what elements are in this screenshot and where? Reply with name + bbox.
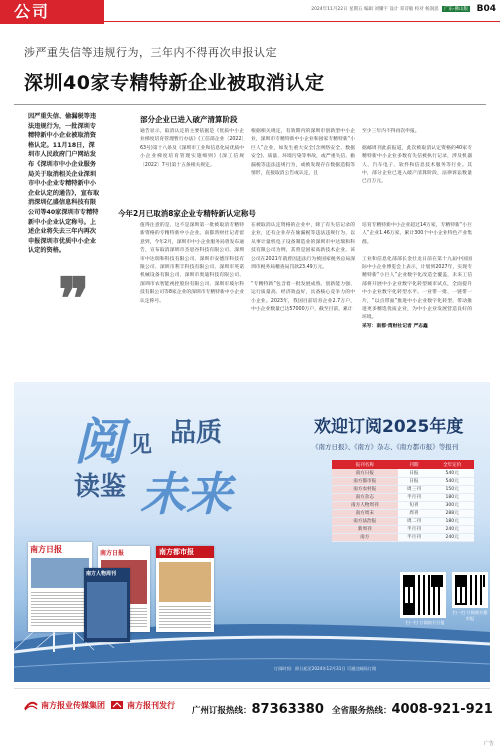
table-cell: 南方法治报 xyxy=(332,517,398,525)
slogan-char-2: 见 xyxy=(130,432,153,458)
table-row xyxy=(332,485,474,493)
group-logo xyxy=(24,699,105,711)
masthead-4: 南方人物周刊 xyxy=(86,571,117,577)
table-cell: 日报 xyxy=(398,477,431,485)
hotline-province xyxy=(332,702,493,717)
table-cell: 240元 xyxy=(430,525,474,533)
hotline-guangzhou xyxy=(192,702,324,717)
table-cell: 新周刊 xyxy=(332,525,398,533)
slogan-word-3: 未来 xyxy=(140,467,232,521)
table-cell: 半月刊 xyxy=(398,525,431,533)
qr-caption-2: 扫一扫 订阅南方都市报 xyxy=(452,610,488,621)
qr-caption-1: 扫一扫 订阅南方日报 xyxy=(405,620,445,625)
ad-subtitle: 《南方日报》、《南方》杂志、《南方都市报》等报刊 xyxy=(312,443,459,451)
price-table xyxy=(332,460,474,542)
section-heading-2: 今年2月已取消8家企业专精特新认定称号 xyxy=(118,209,256,218)
distribution-logo xyxy=(110,699,175,711)
article-column-1-top: 通告显示，取消认定的主要依据是《优质中小企业梯度培育管理暂行办法》(工信部企业〔2022〕63号)第十八条及《深圳市工业和信息化局优质中小企业梯度培育管理实施细则》(深工信规〔2022〕7号)第十五条相关规定。 xyxy=(140,129,244,168)
article-column-3-text: 培育专精特新中小企业超过14万家，专精特新“小巨人”企业1.46万家，累计300个中小企业特色产业集群。 工业和信息化部部长金壮龙日前在第十九届中国国际中小企业博览会上表示，计划到2027年，实现专精特新“小巨人”企业数字化改造全覆盖，未来工信部将开展中小企业数字化转型城市试点，全面提升中小企业数字化转型水平。一业带一批、一链带一片，“以点带面”推进中小企业数字化转型，带动推进更多精选优质企业，为中小企业发展营造良好的环境。 xyxy=(362,223,472,321)
table-header-row xyxy=(332,460,474,469)
meta-text: 2024年11月22日 星期五 编辑 刘耀宇 设计 邓诗敏 校对 杨润思 xyxy=(311,7,439,12)
slogan-word-2: 读鉴 xyxy=(74,472,127,502)
table-cell: 180元 xyxy=(430,517,474,525)
article-column-3-bottom xyxy=(362,222,472,331)
ad-slogan xyxy=(74,402,294,532)
table-cell: 南方农村报 xyxy=(332,485,398,493)
table-row xyxy=(332,493,474,501)
header-rule xyxy=(104,21,500,22)
hotline-label-1: 广州订报热线： xyxy=(192,706,252,716)
table-cell: 南方日报 xyxy=(332,469,398,477)
hotline-label-2: 全省服务热线： xyxy=(332,706,392,716)
table-cell: 南方 xyxy=(332,533,398,541)
ad-label: 广告 xyxy=(483,741,494,747)
edition-badge: 广东·佛山版 xyxy=(444,7,468,12)
cover-photo xyxy=(87,582,127,638)
slogan-char-1: 阅 xyxy=(74,412,124,471)
headline: 深圳40家专精特新企业被取消认定 xyxy=(24,72,325,94)
article-column-1-bottom: 值得注意的是，这不是深圳第一批被取消专精特新资格的专精特新中小企业。南都湾财社记者留意到，今年2月，深圳市中小企业服务局曾发布通告，宣布取消深圳市杰思谷科技有限公司、深圳市中达瑞和科技有限公司、深圳市安德洋科技有限公司、深圳市利丰科技有限公司、深圳市英诺机械设备有限公司、深圳市奥迪科技有限公司、深圳市农智能视控股份有限公司、深圳市坡尔科技有限公司等8家企业的深圳市专精特新中小企业认定称号。 xyxy=(140,223,244,304)
table-header-period: 刊期 xyxy=(398,460,431,469)
table-cell: 180元 xyxy=(430,493,474,501)
masthead-2: 南方日报 xyxy=(100,550,125,557)
page-number: B04 xyxy=(476,4,496,14)
table-cell: 240元 xyxy=(430,533,474,541)
table-header-price: 全年定价 xyxy=(430,460,474,469)
table-cell: 周刊 xyxy=(398,509,431,517)
article-body xyxy=(120,112,482,372)
table-cell: 半月刊 xyxy=(398,533,431,541)
table-cell: 周三刊 xyxy=(398,485,431,493)
table-cell: 日报 xyxy=(398,469,431,477)
ad-footer xyxy=(14,688,493,728)
headline-block xyxy=(24,44,484,102)
table-cell: 南方周末 xyxy=(332,509,398,517)
table-row xyxy=(332,533,474,541)
byline: 采写：南都·湾财社记者 严志鑫 xyxy=(362,323,428,329)
qr-code-image xyxy=(400,572,446,618)
masthead-3: 南方都市报 xyxy=(156,546,214,558)
distribution-logo-text: 南方报刊发行 xyxy=(127,700,175,710)
table-cell: 周二刊 xyxy=(398,517,431,525)
slogan-word-1: 品质 xyxy=(170,418,223,448)
qr-code-2[interactable] xyxy=(452,572,488,622)
table-cell: 300元 xyxy=(430,501,474,509)
section-heading-1: 部分企业已进入破产清算阶段 xyxy=(140,115,238,124)
table-cell: 540元 xyxy=(430,477,474,485)
qr-code-1[interactable] xyxy=(400,572,450,626)
section-tag: 公司 xyxy=(0,0,104,24)
article-column-3-top: 至少三年内不得再次申报。 据邮周刊此前报道，此次被取消认定资格的40家专精特新中小企业多数有失信被执行记录，涉及机器人、汽车电子、软件和信息技术服务等行业。其中，部分企业已进入破产清算阶段，法律诉讼数量已百万元。 xyxy=(362,129,472,185)
qr-code-image xyxy=(452,572,488,608)
magazine-cover xyxy=(84,568,130,642)
ad-footnote: 订阅时间：即日起至2024年12月31日 可通过邮局订阅 xyxy=(274,666,377,671)
newspaper-cover-3 xyxy=(156,546,214,632)
group-logo-text: 南方报业传媒集团 xyxy=(41,700,105,710)
table-header-name: 报刊名称 xyxy=(332,460,398,469)
cover-photo xyxy=(159,562,211,602)
table-row xyxy=(332,501,474,509)
page-header xyxy=(0,0,500,24)
table-cell: 南方都市报 xyxy=(332,477,398,485)
newspaper-cover-1 xyxy=(28,542,92,632)
table-cell: 150元 xyxy=(430,485,474,493)
table-cell: 南方杂志 xyxy=(332,493,398,501)
hotline-number-1: 87363380 xyxy=(251,702,324,717)
table-row xyxy=(332,525,474,533)
group-logo-icon xyxy=(24,699,38,711)
subheadline: 涉严重失信等违规行为，三年内不得再次申报认定 xyxy=(24,46,277,59)
table-row xyxy=(332,517,474,525)
article-column-2-top: 根据相关规定，有效期内的深圳市创新型中小企业，深圳市专精特新中小企业和国家专精特新“小巨人”企业，如发生重大安全(含网络安全、数据安全)、质量、环境污染等事故，或严重失信，偷漏税等违法违规行为，或被发现存在数据造假等情形，直接取消公告或认定，且 xyxy=(251,129,355,177)
article-lead: 因严重失信、偷漏税等违法违规行为，一批深圳专精特新中小企业被取消资格认定。11月18日，深圳市人民政府门户网站发布《深圳市中小企业服务局关于取消相关企业深圳市中小企业专精特新中小企业认定的通告》，宣布取消深圳亿盛信息科技有限公司等40家深圳市专精特新中小企业认定称号。上述企业将失去三年内再次申报深圳市优质中小企业认定的资格。 xyxy=(28,113,100,255)
table-cell: 540元 xyxy=(430,469,474,477)
ad-title: 欢迎订阅2025年度 xyxy=(314,417,464,437)
table-row xyxy=(332,509,474,517)
cover-text-lines xyxy=(31,592,89,628)
table-cell: 半月刊 xyxy=(398,493,431,501)
cover-text-lines xyxy=(159,606,211,628)
article-column-2-bottom: 在被取消认定资格的企业中，除了有失信记录的企业，还有企业存在偷漏税等违法违规行为，以从事计量机电子设备制造业的深圳市中达瑞和科技有限公司为例，其曾是国家高新技术企业，该公司在2021年就曾因违法行为被国家税务总局深圳市税务局稽查局罚款23.49万元。 “专精特新”包含着一批发展成熟、创新能力强、运行质量高、经济效益好，具备核心竞争力的中小企业。2023年，我国目前培育企业2.7万户，中小企业数量已达57000万户，截至目前，累计 xyxy=(251,223,355,313)
subscription-ad xyxy=(14,382,490,682)
hotline-number-2: 4008-921-921 xyxy=(391,702,493,717)
quote-mark-icon: ❞ xyxy=(58,265,90,333)
edition-meta xyxy=(311,6,470,12)
distribution-logo-icon xyxy=(110,699,124,711)
table-cell: 旬刊 xyxy=(398,501,431,509)
table-row xyxy=(332,469,474,477)
masthead-1: 南方日报 xyxy=(30,544,62,554)
table-cell: 南方人物周刊 xyxy=(332,501,398,509)
cover-photo xyxy=(31,558,89,588)
table-cell: 288元 xyxy=(430,509,474,517)
headline-divider xyxy=(14,104,486,105)
table-row xyxy=(332,477,474,485)
